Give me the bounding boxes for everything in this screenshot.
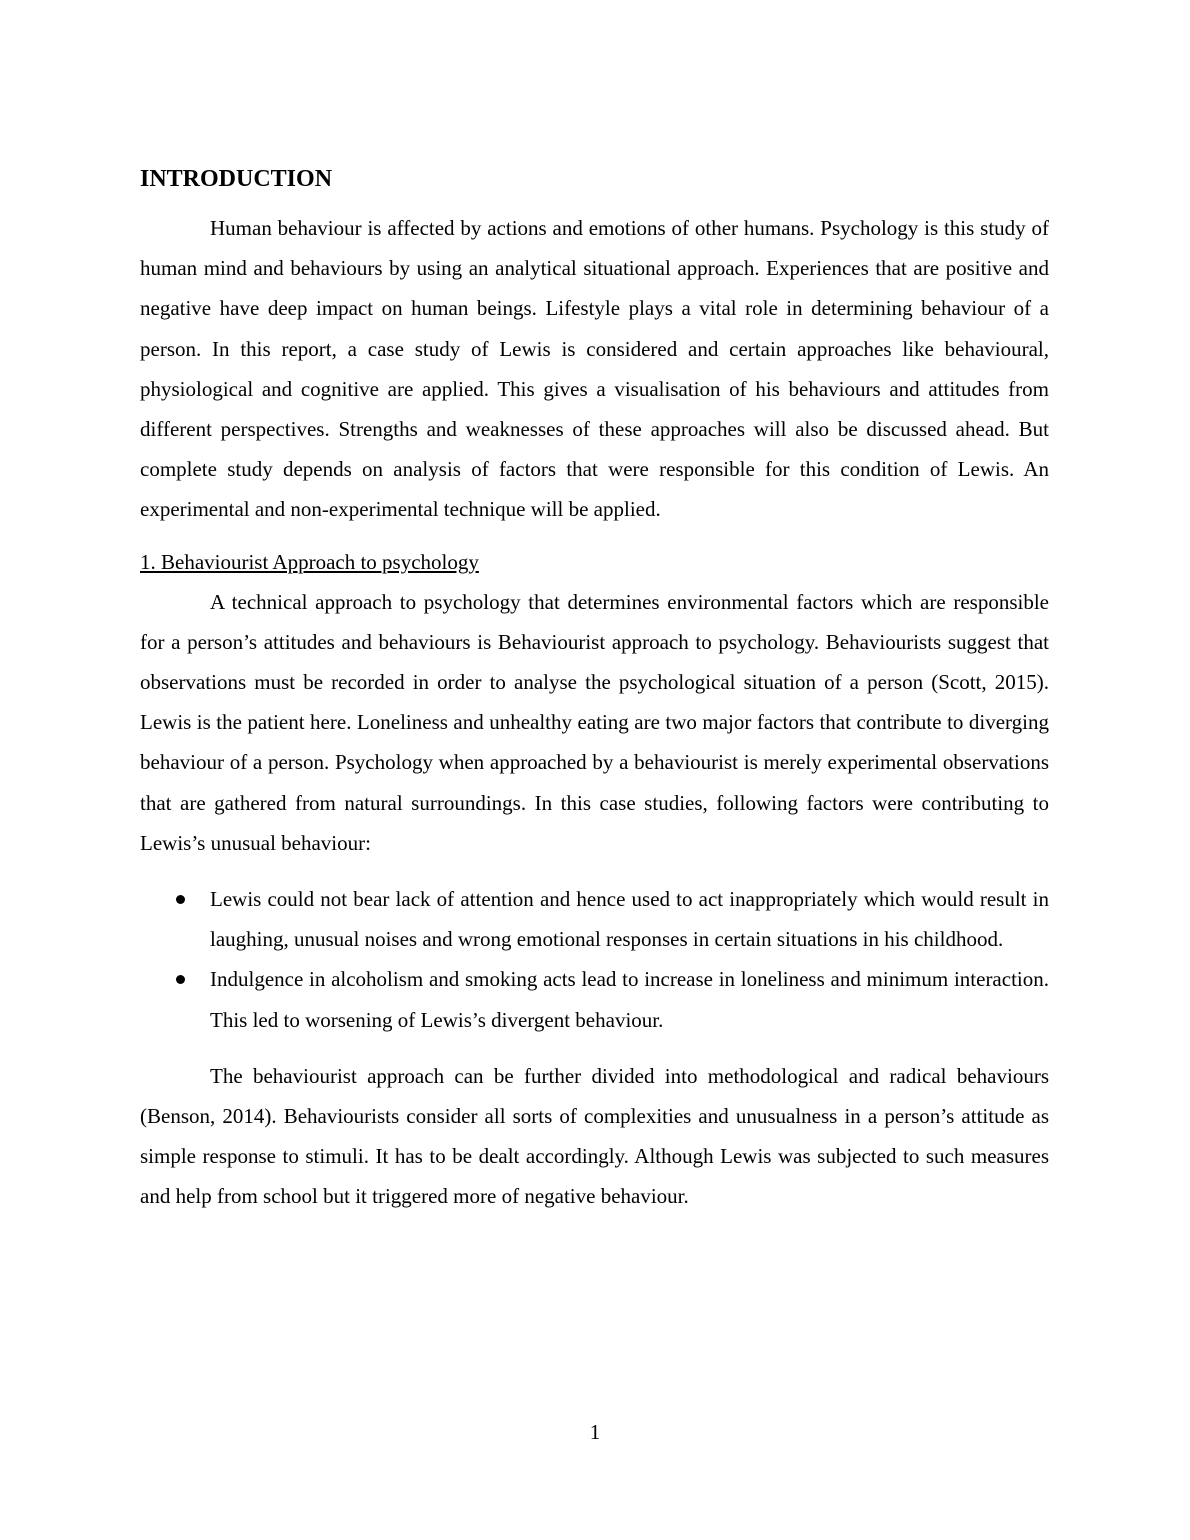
factors-bullet-list [140, 879, 1049, 1040]
bullet-item [140, 959, 1049, 1039]
page-content [140, 162, 1049, 1217]
bullet-icon [176, 895, 185, 904]
introduction-heading: INTRODUCTION [140, 166, 333, 192]
bullet-icon [176, 975, 185, 984]
bullet-text: Lewis could not bear lack of attention and hence used to act inappropriately which would result in laughing, unusual noises and wrong emotional responses in certain situations in his childhood. [210, 887, 1049, 952]
behaviourist-paragraph-1: A technical approach to psychology that determines environmental factors which are responsible for a person’s attitudes and behaviours is Behaviourist approach to psychology. Behaviourists suggest that observations must be recorded in order to analyse the psychological situation of a person (Scott, 2015). Lewis is the patient here. Loneliness and unhealthy eating are two major factors that contribute to diverging behaviour of a person. Psychology when approached by a behaviourist is merely experimental observations that are gathered from natural surroundings. In this case studies, following factors were contributing to Lewis’s unusual behaviour: [140, 589, 1049, 855]
intro-paragraph: Human behaviour is affected by actions and emotions of other humans. Psychology is this study of human mind and behaviours by using an analytical situational approach. Experiences that are positive and negative have deep impact on human beings. Lifestyle plays a vital role in determining behaviour of a person. In this report, a case study of Lewis is considered and certain approaches like behavioural, physiological and cognitive are applied. This gives a visualisation of his behaviours and attitudes from different perspectives. Strengths and weaknesses of these approaches will also be discussed ahead. But complete study depends on analysis of factors that were responsible for this condition of Lewis. An experimental and non-experimental technique will be applied. [140, 216, 1049, 522]
page-number: 1 [589, 1420, 601, 1444]
bullet-text: Indulgence in alcoholism and smoking acts lead to increase in loneliness and minimum interaction. This led to worsening of Lewis’s divergent behaviour. [210, 967, 1049, 1032]
section-behaviourist-title: 1. Behaviourist Approach to psychology [140, 549, 479, 574]
bullet-item [140, 879, 1049, 959]
behaviourist-paragraph-2: The behaviourist approach can be further divided into methodological and radical behaviours (Benson, 2014). Behaviourists consider all sorts of complexities and unusualness in a person’s attitude as simple response to stimuli. It has to be dealt accordingly. Although Lewis was subjected to such measures and help from school but it triggered more of negative behaviour. [140, 1063, 1049, 1209]
